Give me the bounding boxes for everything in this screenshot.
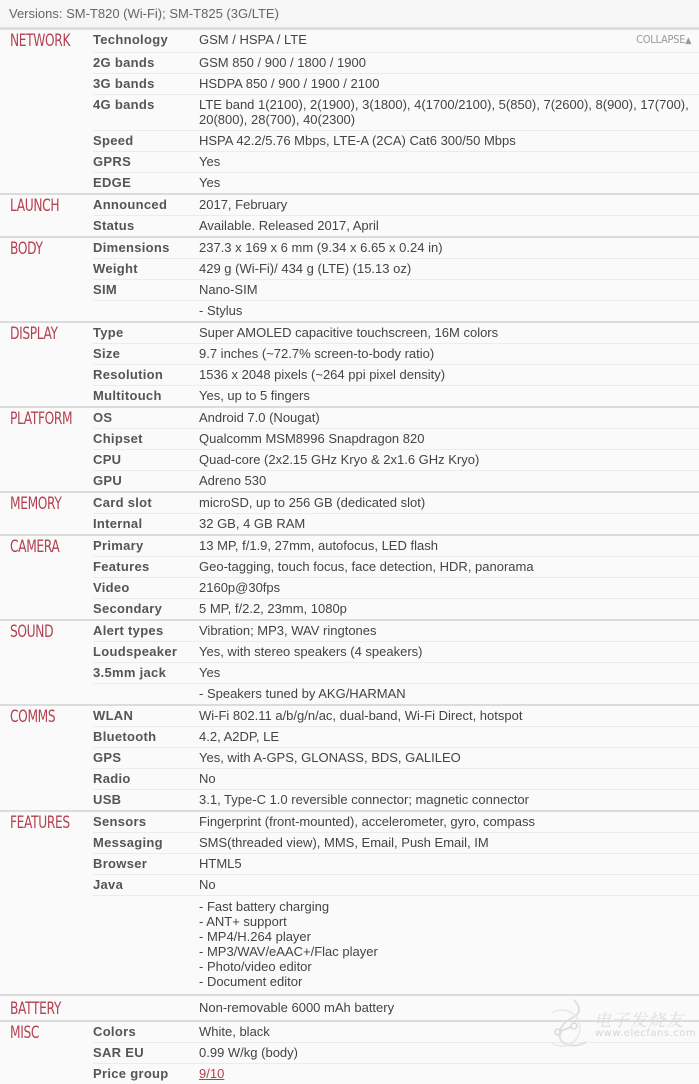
section-title: CAMERA (10, 538, 59, 556)
spec-value: Geo-tagging, touch focus, face detection, HDR, panorama (199, 557, 699, 578)
spec-label: Technology (93, 29, 199, 53)
watermark (552, 998, 692, 1050)
spec-value: Available. Released 2017, April (199, 216, 699, 238)
section-features (0, 811, 93, 995)
table-row (0, 429, 699, 450)
collapse-button[interactable] (636, 32, 691, 49)
spec-label: Type (93, 322, 199, 344)
spec-label: Dimensions (93, 237, 199, 259)
spec-label: Resolution (93, 365, 199, 386)
table-row (0, 854, 699, 875)
spec-label: Java (93, 875, 199, 896)
table-row (0, 557, 699, 578)
spec-value: HSDPA 850 / 900 / 1900 / 2100 (199, 74, 699, 95)
spec-value (199, 29, 699, 53)
spec-value: Nano-SIM (199, 280, 699, 301)
spec-label: OS (93, 407, 199, 429)
section-comms (0, 705, 93, 811)
spec-value: Quad-core (2x2.15 GHz Kryo & 2x1.6 GHz Kryo) (199, 450, 699, 471)
spec-value: 5 MP, f/2.2, 23mm, 1080p (199, 599, 699, 621)
spec-value: 13 MP, f/1.9, 27mm, autofocus, LED flash (199, 535, 699, 557)
spec-value: 32 GB, 4 GB RAM (199, 514, 699, 536)
feature-extra-item: - MP3/WAV/eAAC+/Flac player (199, 944, 699, 959)
section-title: PLATFORM (10, 410, 72, 428)
section-sound (0, 620, 93, 705)
spec-value: 2160p@30fps (199, 578, 699, 599)
spec-label (93, 995, 199, 1021)
spec-label: Chipset (93, 429, 199, 450)
spec-value-text: GSM / HSPA / LTE (199, 32, 307, 47)
section-launch (0, 194, 93, 237)
spec-label: Loudspeaker (93, 642, 199, 663)
table-row (0, 705, 699, 727)
spec-value: HTML5 (199, 854, 699, 875)
spec-value: 3.1, Type-C 1.0 reversible connector; magnetic connector (199, 790, 699, 812)
table-row (0, 173, 699, 195)
feature-extra-item: - MP4/H.264 player (199, 929, 699, 944)
spec-value: - Speakers tuned by AKG/HARMAN (199, 684, 699, 706)
spec-value: Vibration; MP3, WAV ringtones (199, 620, 699, 642)
section-title: DISPLAY (10, 325, 58, 343)
spec-label: Status (93, 216, 199, 238)
table-row (0, 620, 699, 642)
spec-label: Colors (93, 1021, 199, 1043)
table-row (0, 216, 699, 238)
table-row (0, 365, 699, 386)
spec-value: - Stylus (199, 301, 699, 323)
table-row (0, 322, 699, 344)
spec-value: White, black (199, 1021, 699, 1043)
table-row (0, 344, 699, 365)
watermark-title: 电子发烧友 (594, 1006, 684, 1031)
spec-value: 1536 x 2048 pixels (~264 ppi pixel density) (199, 365, 699, 386)
table-row (0, 471, 699, 493)
spec-value: SMS(threaded view), MMS, Email, Push Email, IM (199, 833, 699, 854)
circuit-logo-icon (552, 998, 594, 1048)
price-group-link[interactable]: 9/10 (199, 1066, 224, 1081)
triangle-up-icon: ▲ (685, 36, 691, 46)
section-title: FEATURES (10, 814, 70, 832)
spec-label: 3G bands (93, 74, 199, 95)
spec-value: Yes, with stereo speakers (4 speakers) (199, 642, 699, 663)
spec-label: Alert types (93, 620, 199, 642)
section-title: MISC (10, 1024, 39, 1042)
spec-value: LTE band 1(2100), 2(1900), 3(1800), 4(1700/2100), 5(850), 7(2600), 8(900), 17(700), 20(800), 28(700), 40(2300) (199, 95, 699, 131)
spec-label: 2G bands (93, 53, 199, 74)
spec-label: 4G bands (93, 95, 199, 131)
section-title: MEMORY (10, 495, 62, 513)
table-row (0, 259, 699, 280)
spec-label (93, 896, 199, 996)
section-display (0, 322, 93, 407)
watermark-url: www.elecfans.com (595, 1028, 696, 1039)
spec-label: Announced (93, 194, 199, 216)
spec-label: Bluetooth (93, 727, 199, 748)
table-row (0, 769, 699, 790)
spec-label: GPU (93, 471, 199, 493)
feature-extra-item: - Document editor (199, 974, 699, 989)
spec-label: CPU (93, 450, 199, 471)
table-row (0, 642, 699, 663)
spec-label: Internal (93, 514, 199, 536)
spec-label: EDGE (93, 173, 199, 195)
spec-label: SIM (93, 280, 199, 301)
spec-value: HSPA 42.2/5.76 Mbps, LTE-A (2CA) Cat6 300/50 Mbps (199, 131, 699, 152)
spec-label: GPRS (93, 152, 199, 173)
spec-value: GSM 850 / 900 / 1800 / 1900 (199, 53, 699, 74)
table-row (0, 386, 699, 408)
spec-value: Yes, with A-GPS, GLONASS, BDS, GALILEO (199, 748, 699, 769)
spec-value: Wi-Fi 802.11 a/b/g/n/ac, dual-band, Wi-Fi Direct, hotspot (199, 705, 699, 727)
spec-label (93, 684, 199, 706)
spec-label: WLAN (93, 705, 199, 727)
section-title: SOUND (10, 623, 53, 641)
table-row (0, 74, 699, 95)
versions-bar: Versions: SM-T820 (Wi-Fi); SM-T825 (3G/LTE) (0, 0, 699, 28)
spec-value: 237.3 x 169 x 6 mm (9.34 x 6.65 x 0.24 in) (199, 237, 699, 259)
feature-extra-item: - Fast battery charging (199, 899, 699, 914)
spec-value: Fingerprint (front-mounted), accelerometer, gyro, compass (199, 811, 699, 833)
section-camera (0, 535, 93, 620)
spec-value: Yes (199, 173, 699, 195)
table-row (0, 833, 699, 854)
table-row (0, 514, 699, 536)
spec-table (0, 28, 699, 1084)
section-platform (0, 407, 93, 492)
table-row (0, 875, 699, 896)
spec-value: Super AMOLED capacitive touchscreen, 16M colors (199, 322, 699, 344)
table-row (0, 748, 699, 769)
spec-label: Size (93, 344, 199, 365)
table-row (0, 237, 699, 259)
feature-extra-item: - ANT+ support (199, 914, 699, 929)
collapse-label: COLLAPSE (636, 33, 685, 46)
table-row (0, 131, 699, 152)
spec-label: Features (93, 557, 199, 578)
section-title: LAUNCH (10, 197, 59, 215)
spec-label (93, 301, 199, 323)
section-network (0, 29, 93, 194)
table-row (0, 194, 699, 216)
spec-value: 429 g (Wi-Fi)/ 434 g (LTE) (15.13 oz) (199, 259, 699, 280)
spec-label: Weight (93, 259, 199, 280)
section-memory (0, 492, 93, 535)
spec-label: Radio (93, 769, 199, 790)
spec-label: SAR EU (93, 1043, 199, 1064)
table-row (0, 450, 699, 471)
spec-value: No (199, 875, 699, 896)
section-title: BODY (10, 240, 43, 258)
spec-value: 9.7 inches (~72.7% screen-to-body ratio) (199, 344, 699, 365)
table-row (0, 280, 699, 301)
spec-value: 4.2, A2DP, LE (199, 727, 699, 748)
section-title: NETWORK (10, 32, 70, 50)
spec-value: Android 7.0 (Nougat) (199, 407, 699, 429)
spec-label: Multitouch (93, 386, 199, 408)
spec-label: Messaging (93, 833, 199, 854)
spec-value: Yes, up to 5 fingers (199, 386, 699, 408)
table-row (0, 152, 699, 173)
spec-value: Qualcomm MSM8996 Snapdragon 820 (199, 429, 699, 450)
spec-label: Secondary (93, 599, 199, 621)
table-row (0, 727, 699, 748)
spec-label: Browser (93, 854, 199, 875)
table-row (0, 492, 699, 514)
table-row (0, 301, 699, 323)
spec-value: microSD, up to 256 GB (dedicated slot) (199, 492, 699, 514)
spec-value (199, 1064, 699, 1084)
spec-value: Yes (199, 152, 699, 173)
section-body (0, 237, 93, 322)
section-title: COMMS (10, 708, 55, 726)
spec-label: 3.5mm jack (93, 663, 199, 684)
table-row (0, 896, 699, 996)
table-row (0, 1064, 699, 1084)
spec-value: No (199, 769, 699, 790)
spec-value: Non-removable 6000 mAh battery (199, 995, 699, 1021)
spec-value: Adreno 530 (199, 471, 699, 493)
spec-label: GPS (93, 748, 199, 769)
feature-extras (199, 896, 699, 996)
table-row (0, 811, 699, 833)
table-row (0, 407, 699, 429)
spec-label: Primary (93, 535, 199, 557)
spec-label: Video (93, 578, 199, 599)
section-battery (0, 995, 93, 1021)
section-title: BATTERY (10, 1000, 61, 1018)
feature-extra-item: - Photo/video editor (199, 959, 699, 974)
table-row (0, 53, 699, 74)
spec-label: USB (93, 790, 199, 812)
spec-value: 0.99 W/kg (body) (199, 1043, 699, 1064)
table-row (0, 684, 699, 706)
spec-label: Card slot (93, 492, 199, 514)
table-row (0, 790, 699, 812)
table-row (0, 578, 699, 599)
spec-label: Sensors (93, 811, 199, 833)
table-row (0, 29, 699, 53)
spec-label: Speed (93, 131, 199, 152)
table-row (0, 599, 699, 621)
table-row (0, 535, 699, 557)
table-row (0, 95, 699, 131)
spec-label: Price group (93, 1064, 199, 1084)
table-row (0, 663, 699, 684)
spec-value: Yes (199, 663, 699, 684)
spec-value: 2017, February (199, 194, 699, 216)
